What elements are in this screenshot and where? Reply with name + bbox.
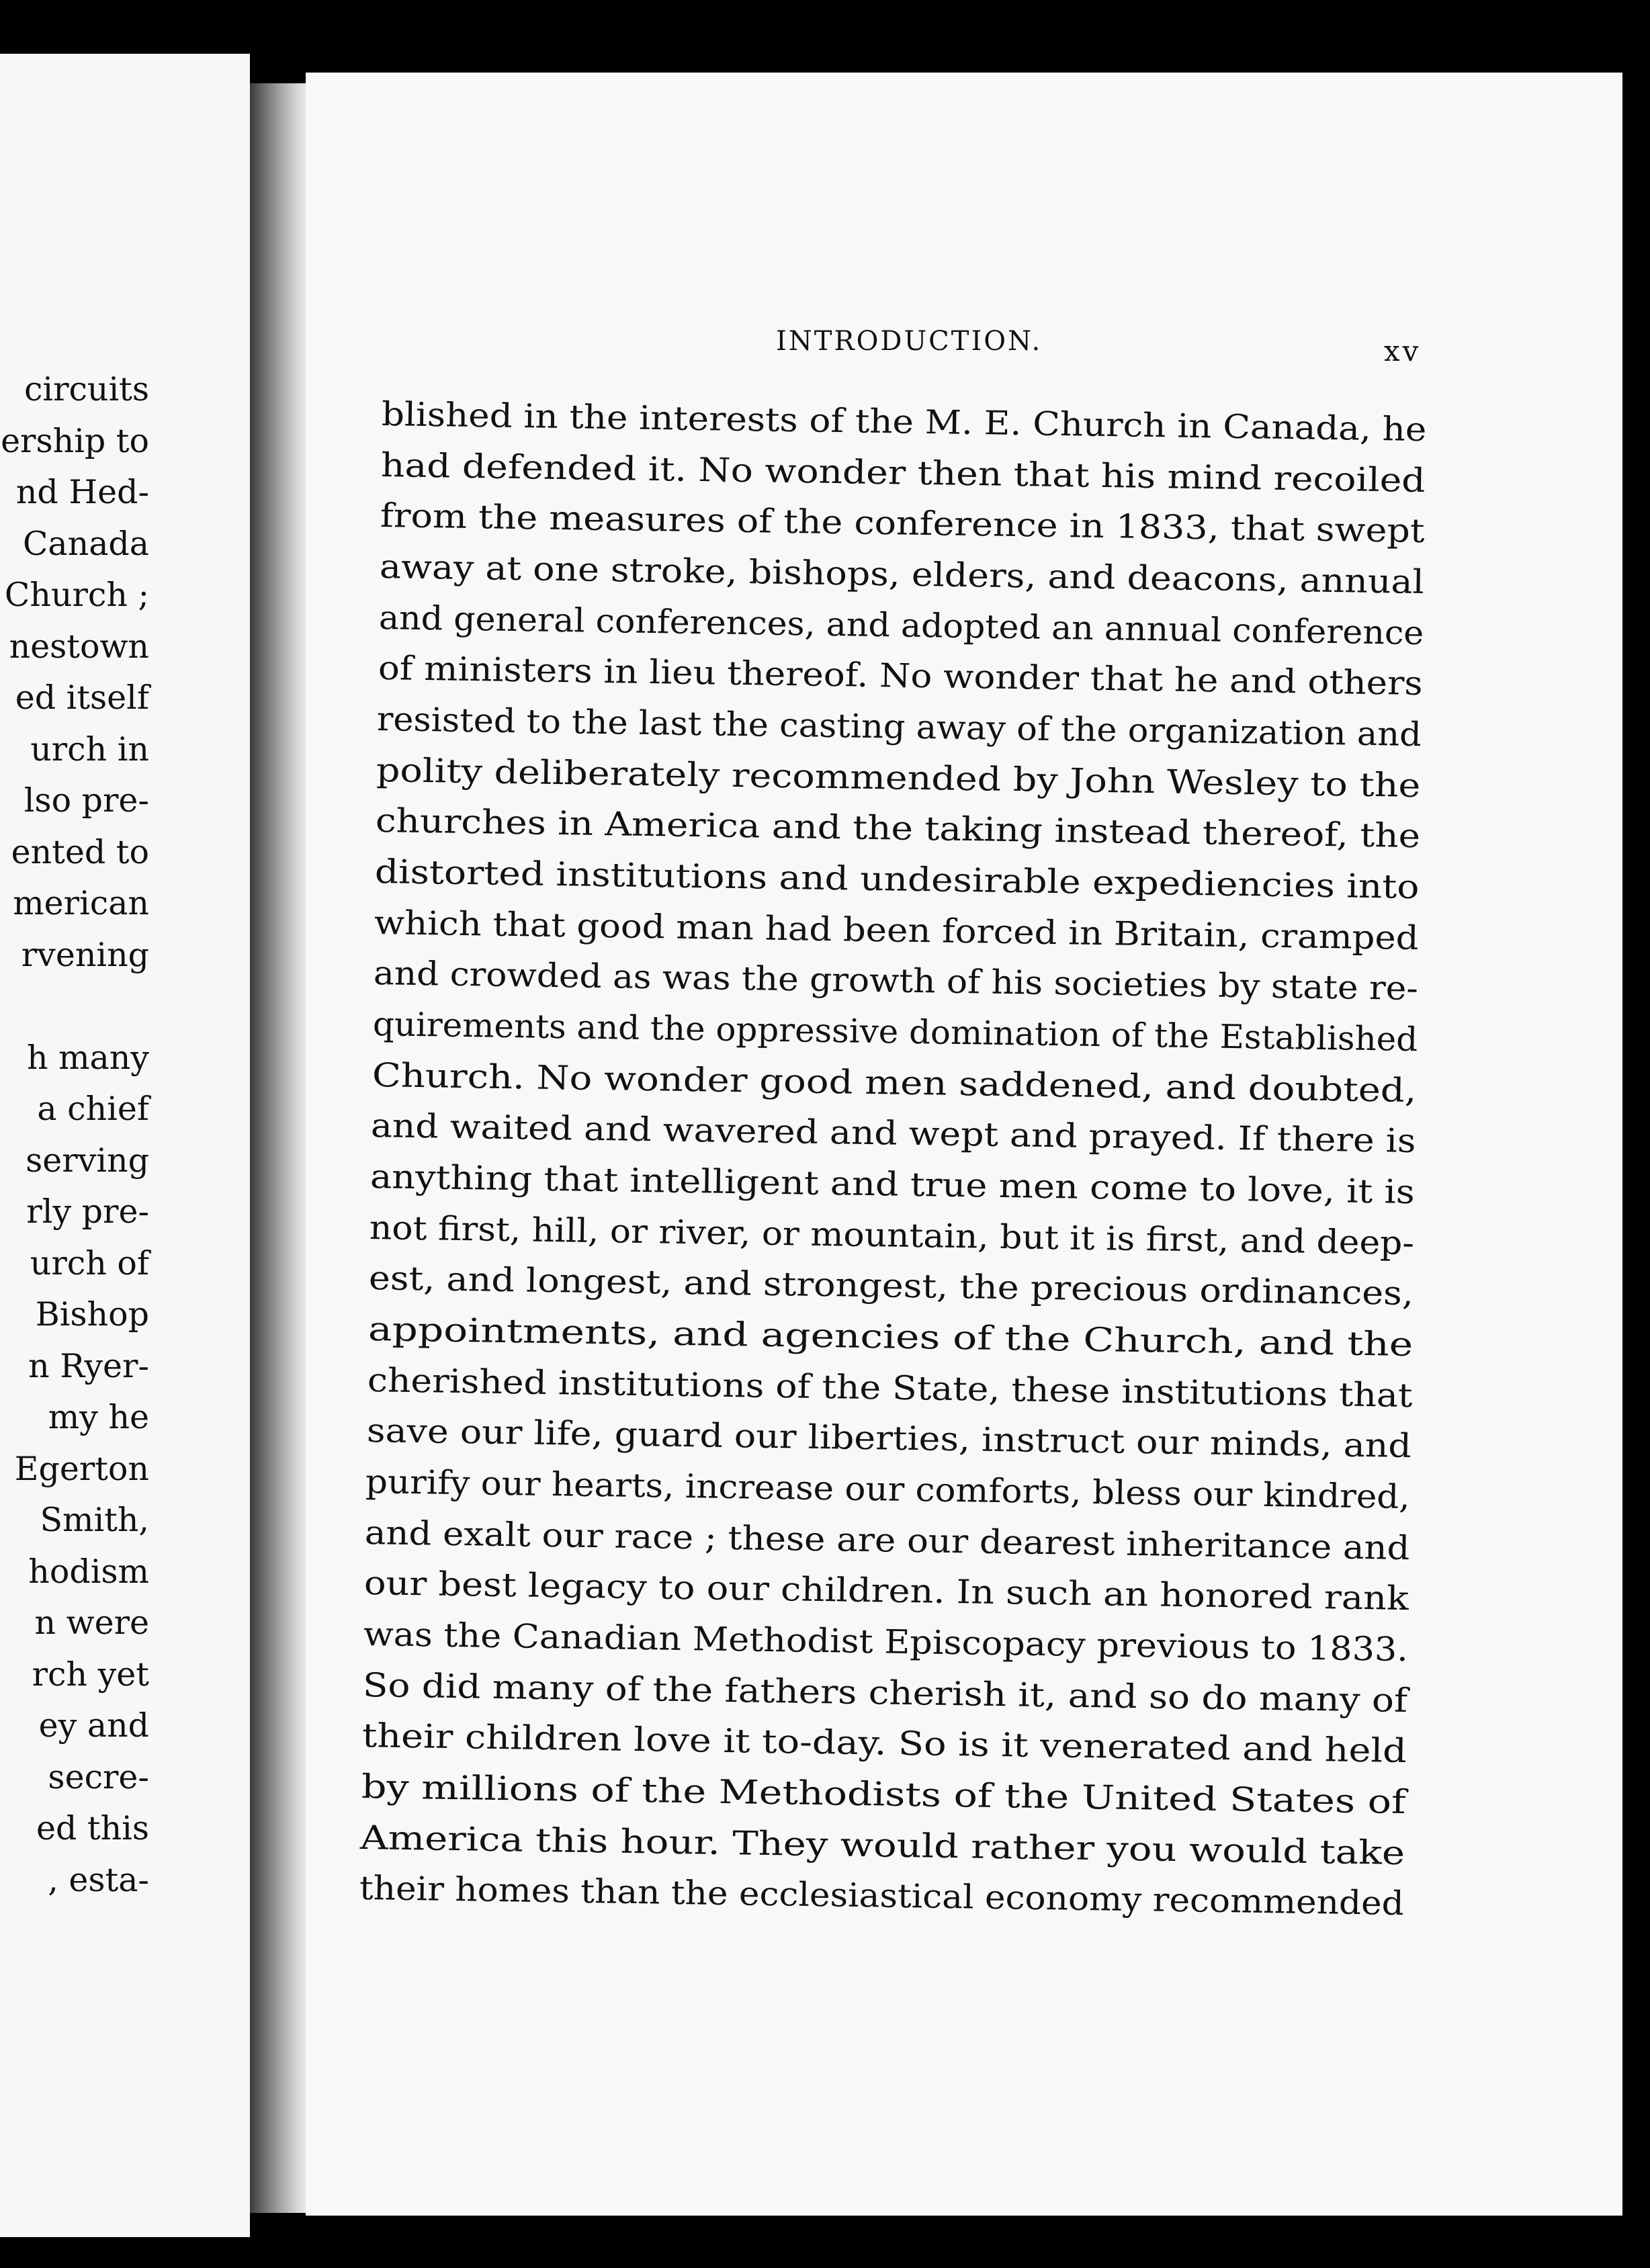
body-text-line: their children love it to-day. So is it venerated and held	[361, 1716, 1407, 1771]
left-page-line: serving	[26, 1141, 149, 1180]
left-page-line: urch of	[30, 1244, 149, 1282]
body-text-line: save our life, guard our liberties, instruct our minds, and	[366, 1411, 1412, 1466]
body-text-line: So did many of the fathers cherish it, and so do many of	[362, 1666, 1408, 1720]
left-page-line: Egerton	[14, 1450, 149, 1488]
body-text-line: not first, hill, or river, or mountain, but it is first, and deep-	[369, 1209, 1415, 1263]
body-text-line: anything that intelligent and true men come to love, it is	[370, 1158, 1416, 1212]
left-page-line: n Ryer-	[28, 1347, 149, 1385]
body-text-line: resisted to the last the casting away of the organization and	[376, 700, 1422, 754]
page-number: xv	[1384, 335, 1422, 367]
left-page-line: nestown	[9, 627, 149, 666]
body-text-line: Church. No wonder good men saddened, and doubted,	[372, 1056, 1417, 1110]
body-text-line: by millions of the Methodists of the United States of	[361, 1768, 1407, 1822]
body-text-line: cherished institutions of the State, these institutions that	[367, 1361, 1413, 1415]
left-page-line: circuits	[24, 370, 149, 408]
left-page-line: ed this	[36, 1809, 149, 1847]
body-text-line: appointments, and agencies of the Church, and the	[367, 1310, 1414, 1364]
body-text-line: and exalt our race ; these are our dearest inheritance and	[364, 1514, 1410, 1568]
running-head: INTRODUCTION.	[776, 326, 1043, 357]
left-page-line: n were	[34, 1604, 149, 1642]
left-page-line: my he	[48, 1398, 149, 1436]
body-text-line: from the measures of the conference in 1833, that swept	[380, 496, 1425, 551]
left-page-line: ey and	[38, 1706, 149, 1745]
body-text-line: their homes than the ecclesiastical economy recommended	[359, 1869, 1405, 1923]
left-page-line: ented to	[11, 833, 149, 871]
body-text-line: polity deliberately recommended by John Wesley to the	[376, 751, 1421, 805]
left-page-line: h many	[26, 1039, 149, 1077]
left-page-line: lso pre-	[24, 781, 149, 820]
left-page-line: hodism	[28, 1553, 149, 1591]
left-page-line: rvening	[21, 936, 149, 974]
left-page-line: ed itself	[15, 679, 149, 717]
left-page-line: rch yet	[32, 1655, 149, 1694]
left-page-line: urch in	[30, 730, 149, 769]
body-text-line: our best legacy to our children. In such an honored rank	[363, 1564, 1409, 1618]
body-text-line: away at one stroke, bishops, elders, and deacons, annual	[379, 548, 1425, 602]
body-text-line: est, and longest, and strongest, the precious ordinances,	[368, 1259, 1414, 1313]
left-page-line: , esta-	[48, 1861, 149, 1899]
left-page-line: a chief	[37, 1090, 149, 1128]
left-page-line: Canada	[22, 525, 149, 563]
body-text-line: and crowded as was the growth of his societies by state re-	[373, 954, 1419, 1008]
left-facing-page	[0, 54, 250, 2237]
book-gutter-shadow	[250, 83, 307, 2213]
body-text-line: of ministers in lieu thereof. No wonder that he and others	[378, 649, 1423, 703]
body-text-line: blished in the interests of the M. E. Church in Canada, he	[381, 395, 1427, 449]
body-text-line: and general conferences, and adopted an annual conference	[378, 599, 1424, 653]
left-page-line: rly pre-	[26, 1192, 149, 1231]
left-page-line: nd Hed-	[15, 473, 149, 511]
left-page-line: Smith,	[40, 1501, 149, 1539]
body-text-line: was the Canadian Methodist Episcopacy previous to 1833.	[363, 1615, 1409, 1669]
left-page-line: ership to	[1, 422, 149, 460]
left-page-line: merican	[13, 884, 149, 922]
body-text-line: purify our hearts, increase our comforts, bless our kindred,	[365, 1463, 1411, 1517]
body-text-line: quirements and the oppressive domination of the Established	[372, 1005, 1418, 1059]
left-page-line: Church ;	[4, 576, 149, 614]
body-text-line: America this hour. They would rather you would take	[359, 1819, 1405, 1873]
body-text-line: which that good man had been forced in Britain, cramped	[374, 904, 1420, 958]
body-text-line: had defended it. No wonder then that his mind recoiled	[380, 446, 1426, 500]
left-page-line: Bishop	[35, 1295, 149, 1334]
body-text-line: churches in America and the taking instead thereof, the	[375, 801, 1421, 856]
body-text-line: distorted institutions and undesirable expediencies into	[374, 853, 1420, 907]
left-page-line: secre-	[48, 1758, 149, 1796]
body-text-line: and waited and wavered and wept and prayed. If there is	[370, 1106, 1416, 1161]
